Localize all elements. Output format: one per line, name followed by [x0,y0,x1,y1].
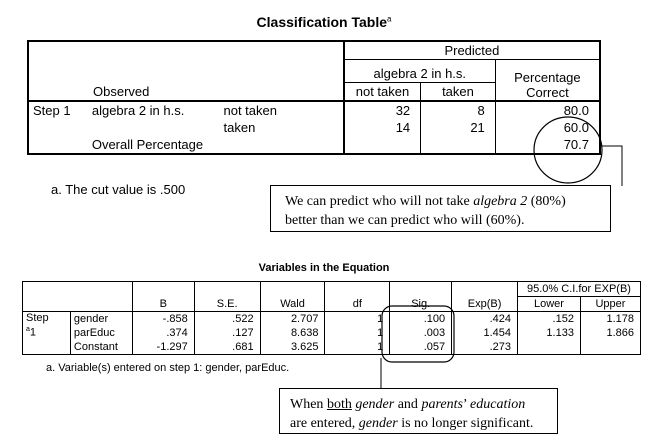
cell-value: 1 [325,340,390,355]
row-label: not taken [220,101,344,119]
taken-header: taken [421,83,496,102]
var-name: parEduc [70,326,132,340]
ci-header: 95.0% C.I.for EXP(B) [517,282,640,297]
cell-value: .522 [194,312,260,327]
col-header-upper: Upper [580,297,640,312]
cell-value: .273 [452,340,518,355]
sig-value: .057 [390,340,452,355]
cell-value: .374 [132,326,194,340]
var-name: Constant [70,340,132,355]
cell-value: 1.454 [452,326,518,340]
callout-prediction-note: We can predict who will not take algebra 2 (80%) better than we can predict who will (60%). [270,185,611,232]
group-header: algebra 2 in h.s. [344,60,495,83]
cell-value: 2.707 [260,312,325,327]
col-header-lower: Lower [517,297,580,312]
cell-value: 1 [325,312,390,327]
cell-value: 1.133 [517,326,580,340]
cell-value: 8 [421,101,496,119]
pct-value: 80.0 [563,103,589,118]
cell-value: 21 [421,119,496,136]
sig-value: .003 [390,326,452,340]
cell-value: .152 [517,312,580,327]
variable-label: algebra 2 in h.s. [91,103,185,118]
col-header-sig: Sig. [390,282,452,312]
cell-value: .681 [194,340,260,355]
col-header-expb: Exp(B) [452,282,518,312]
col-header-se: S.E. [194,282,260,312]
col-header-b: B [132,282,194,312]
cell-value: 3.625 [260,340,325,355]
col-header-wald: Wald [260,282,325,312]
cell-value: -.858 [132,312,194,327]
cell-value: 1.866 [606,327,634,339]
percentage-correct-header: Percentage Correct [495,60,600,102]
cell-value: .127 [194,326,260,340]
title-footnote-marker: a [387,14,392,24]
overall-pct-value: 70.7 [563,137,589,152]
col-header-df: df [325,282,390,312]
callout-significance-note: When both gender and parents’ education are entered, gender is no longer significant. [279,388,558,434]
cell-value: 14 [344,119,421,136]
cell-value: -1.297 [132,340,194,355]
cell-value: 1.178 [606,313,634,325]
step-label: Step $^a$1 [23,312,71,355]
sig-value: .100 [390,312,452,327]
cell-value: .424 [452,312,518,327]
step-label: Step 1 [33,103,71,118]
equation-table-title: Variables in the Equation [258,262,390,274]
not-taken-header: not taken [344,83,421,102]
percentage-highlight-oval [534,117,602,183]
cell-value: 1 [325,326,390,340]
predicted-header: Predicted [344,41,600,60]
var-name: gender [70,312,132,327]
cell-value: 32 [344,101,421,119]
overall-label: Overall Percentage [88,136,344,154]
row-label: taken [220,119,344,136]
connector-line-1 [602,146,622,186]
observed-header: Observed [93,84,150,99]
classification-table-title: Classification Table$^a$ [256,14,392,30]
pct-value: 60.0 [563,120,589,135]
cell-value: 8.638 [260,326,325,340]
sig-highlight-box [382,306,454,362]
equation-footnote: a. Variable(s) entered on step 1: gender, parEduc. [46,362,290,374]
classification-footnote: a. The cut value is .500 [51,182,186,197]
